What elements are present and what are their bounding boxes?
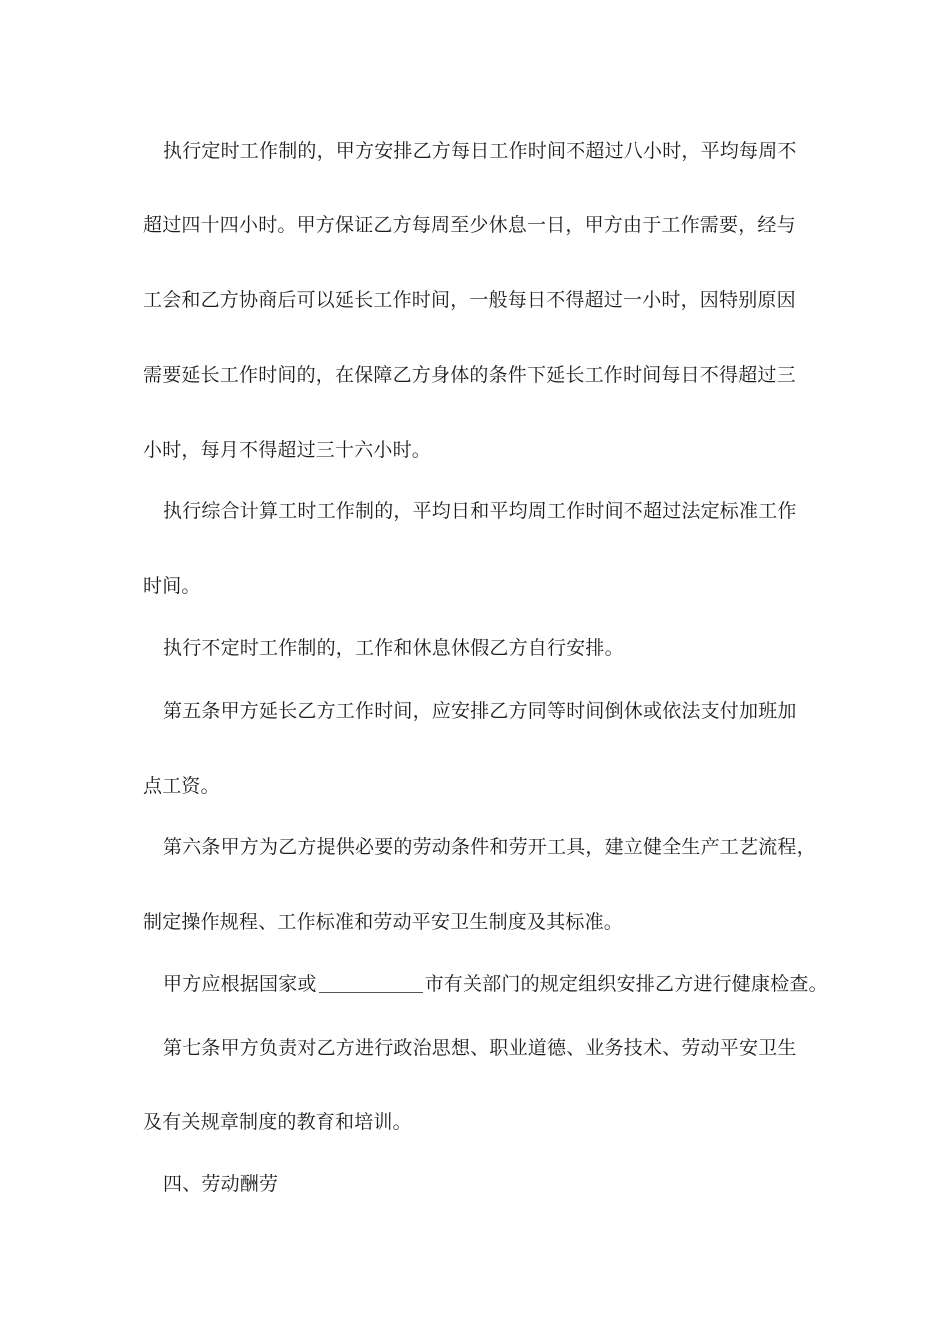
paragraph-1-line-3: 工会和乙方协商后可以延长工作时间，一般每日不得超过一小时，因特别原因 (143, 289, 796, 311)
paragraph-1-line-2: 超过四十四小时。甲方保证乙方每周至少休息一日，甲方由于工作需要，经与 (143, 214, 796, 236)
section-heading-remuneration: 四、劳动酬劳 (163, 1173, 279, 1195)
health-check-line (0, 970, 950, 998)
article-6-line-1: 第六条甲方为乙方提供必要的劳动条件和劳开工具，建立健全生产工艺流程， (163, 836, 816, 858)
paragraph-3-line-1: 执行不定时工作制的，工作和休息休假乙方自行安排。 (163, 637, 624, 659)
health-check-text-before: 甲方应根据国家或 (163, 973, 317, 995)
article-7-line-1: 第七条甲方负责对乙方进行政治思想、职业道德、业务技术、劳动平安卫生 (163, 1037, 797, 1059)
article-5-line-2: 点工资。 (143, 775, 220, 797)
paragraph-1-line-1: 执行定时工作制的，甲方安排乙方每日工作时间不超过八小时，平均每周不 (163, 140, 797, 162)
paragraph-2-line-2: 时间。 (143, 575, 201, 597)
article-6-line-2: 制定操作规程、工作标准和劳动平安卫生制度及其标准。 (143, 911, 624, 933)
paragraph-1-line-5: 小时，每月不得超过三十六小时。 (143, 439, 432, 461)
paragraph-2-line-1: 执行综合计算工时工作制的，平均日和平均周工作时间不超过法定标准工作 (163, 500, 797, 522)
paragraph-1-line-4: 需要延长工作时间的，在保障乙方身体的条件下延长工作时间每日不得超过三 (143, 364, 796, 386)
fill-in-blank (319, 974, 423, 993)
health-check-text-after: 市有关部门的规定组织安排乙方进行健康检查。 (424, 973, 828, 995)
article-7-line-2: 及有关规章制度的教育和培训。 (143, 1111, 412, 1133)
article-5-line-1: 第五条甲方延长乙方工作时间，应安排乙方同等时间倒休或依法支付加班加 (163, 700, 797, 722)
